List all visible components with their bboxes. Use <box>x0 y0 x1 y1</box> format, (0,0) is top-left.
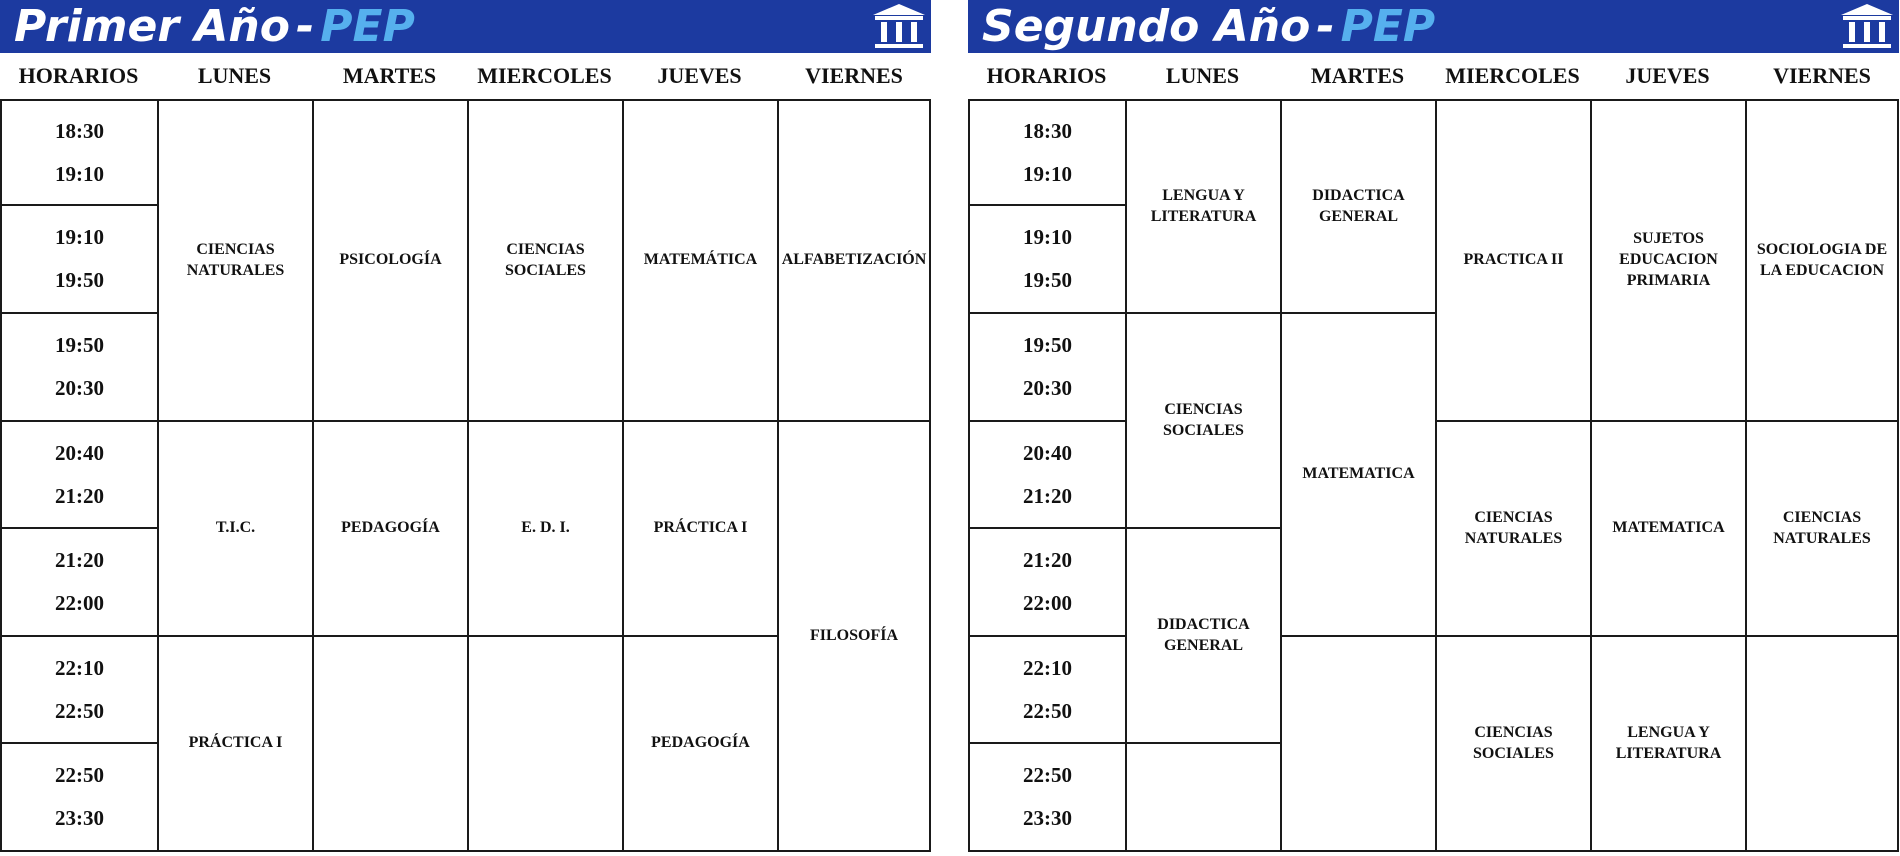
building-columns-icon <box>869 1 929 53</box>
empty-block <box>1745 637 1899 852</box>
class-block: E. D. I. <box>467 422 622 637</box>
column-header: HORARIOS <box>986 63 1107 88</box>
time-end: 19:10 <box>1023 161 1072 186</box>
class-block: LENGUA Y LITERATURA <box>1590 637 1745 852</box>
column-header: LUNES <box>197 63 272 88</box>
time-end: 19:50 <box>1023 268 1072 292</box>
time-slot <box>968 744 1125 852</box>
time-start: 21:20 <box>1023 548 1072 572</box>
time-end: 21:20 <box>1023 483 1072 508</box>
time-start: 20:40 <box>1023 440 1072 465</box>
class-block: CIENCIAS NATURALES <box>1745 422 1899 637</box>
column-header: LUNES <box>1165 63 1240 88</box>
time-slot <box>0 744 157 852</box>
time-start: 20:40 <box>55 440 104 465</box>
time-start: 19:10 <box>55 225 104 249</box>
time-start: 22:10 <box>1023 655 1072 680</box>
time-slot <box>0 99 157 206</box>
class-block: MATEMATICA <box>1280 314 1435 637</box>
class-block: CIENCIAS SOCIALES <box>1435 637 1590 852</box>
column-header: MARTES <box>342 63 437 88</box>
time-slot <box>0 206 157 314</box>
class-block: LENGUA Y LITERATURA <box>1125 99 1280 314</box>
empty-block <box>1280 637 1435 852</box>
empty-block <box>312 637 467 852</box>
time-end: 22:00 <box>1023 591 1072 615</box>
time-end: 21:20 <box>55 483 104 508</box>
class-block: PRÁCTICA I <box>157 637 312 852</box>
time-slot <box>0 422 157 529</box>
class-block: CIENCIAS SOCIALES <box>1125 314 1280 529</box>
class-block: SOCIOLOGIA DE LA EDUCACION <box>1745 99 1899 422</box>
column-header: JUEVES <box>1625 63 1710 88</box>
empty-block <box>467 637 622 852</box>
class-block: DIDACTICA GENERAL <box>1125 529 1280 744</box>
time-start: 19:50 <box>55 333 104 357</box>
time-end: 20:30 <box>1023 376 1072 400</box>
time-end: 20:30 <box>55 376 104 400</box>
time-slot <box>0 529 157 637</box>
building-columns-icon <box>1837 1 1897 53</box>
time-start: 18:30 <box>55 118 104 143</box>
time-end: 22:00 <box>55 591 104 615</box>
column-header: VIERNES <box>805 63 903 88</box>
empty-block <box>1125 744 1280 852</box>
class-block: PSICOLOGÍA <box>312 99 467 422</box>
time-end: 23:30 <box>1023 806 1072 830</box>
class-block: CIENCIAS NATURALES <box>1435 422 1590 637</box>
class-block: PRÁCTICA I <box>622 422 777 637</box>
schedule-first-year <box>0 0 931 856</box>
schedule-grid <box>0 53 931 856</box>
class-block: PEDAGOGÍA <box>312 422 467 637</box>
time-slot <box>0 314 157 422</box>
column-header: MIERCOLES <box>1445 63 1580 88</box>
column-header: MIERCOLES <box>477 63 612 88</box>
banner-title <box>14 0 415 53</box>
class-block: FILOSOFÍA <box>777 422 931 852</box>
class-block: PEDAGOGÍA <box>622 637 777 852</box>
class-block: CIENCIAS SOCIALES <box>467 99 622 422</box>
banner-title-separator: - <box>1316 1 1335 52</box>
class-block: MATEMÁTICA <box>622 99 777 422</box>
time-end: 19:50 <box>55 268 104 292</box>
time-slot <box>968 314 1125 422</box>
banner-title-accent: PEP <box>1340 1 1436 52</box>
time-slot <box>968 99 1125 206</box>
banner-title-main: Segundo Año <box>982 1 1311 52</box>
class-block: ALFABETIZACIÓN <box>777 99 931 422</box>
banner <box>0 0 931 53</box>
class-block: DIDACTICA GENERAL <box>1280 99 1435 314</box>
banner-title-accent: PEP <box>320 1 415 52</box>
time-end: 19:10 <box>55 161 104 186</box>
banner-title-main: Primer Año <box>14 1 290 52</box>
time-slot <box>968 206 1125 314</box>
class-block: SUJETOS EDUCACION PRIMARIA <box>1590 99 1745 422</box>
time-start: 22:50 <box>1023 763 1072 787</box>
time-slot <box>0 637 157 744</box>
class-block: CIENCIAS NATURALES <box>157 99 312 422</box>
class-block: PRACTICA II <box>1435 99 1590 422</box>
schedule-second-year <box>968 0 1899 856</box>
time-start: 19:50 <box>1023 333 1072 357</box>
class-block: MATEMATICA <box>1590 422 1745 637</box>
time-end: 22:50 <box>55 698 104 723</box>
time-end: 23:30 <box>55 806 104 830</box>
time-end: 22:50 <box>1023 698 1072 723</box>
time-start: 18:30 <box>1023 118 1072 143</box>
time-slot <box>968 422 1125 529</box>
banner-title <box>982 0 1435 53</box>
column-header: MARTES <box>1310 63 1405 88</box>
banner <box>968 0 1899 53</box>
time-slot <box>968 529 1125 637</box>
class-block: T.I.C. <box>157 422 312 637</box>
time-start: 22:50 <box>55 763 104 787</box>
time-slot <box>968 637 1125 744</box>
time-start: 21:20 <box>55 548 104 572</box>
column-header: VIERNES <box>1773 63 1871 88</box>
schedule-grid <box>968 53 1899 856</box>
banner-title-separator: - <box>296 1 315 52</box>
time-start: 22:10 <box>55 655 104 680</box>
column-header: HORARIOS <box>18 63 139 88</box>
time-start: 19:10 <box>1023 225 1072 249</box>
column-header: JUEVES <box>657 63 742 88</box>
